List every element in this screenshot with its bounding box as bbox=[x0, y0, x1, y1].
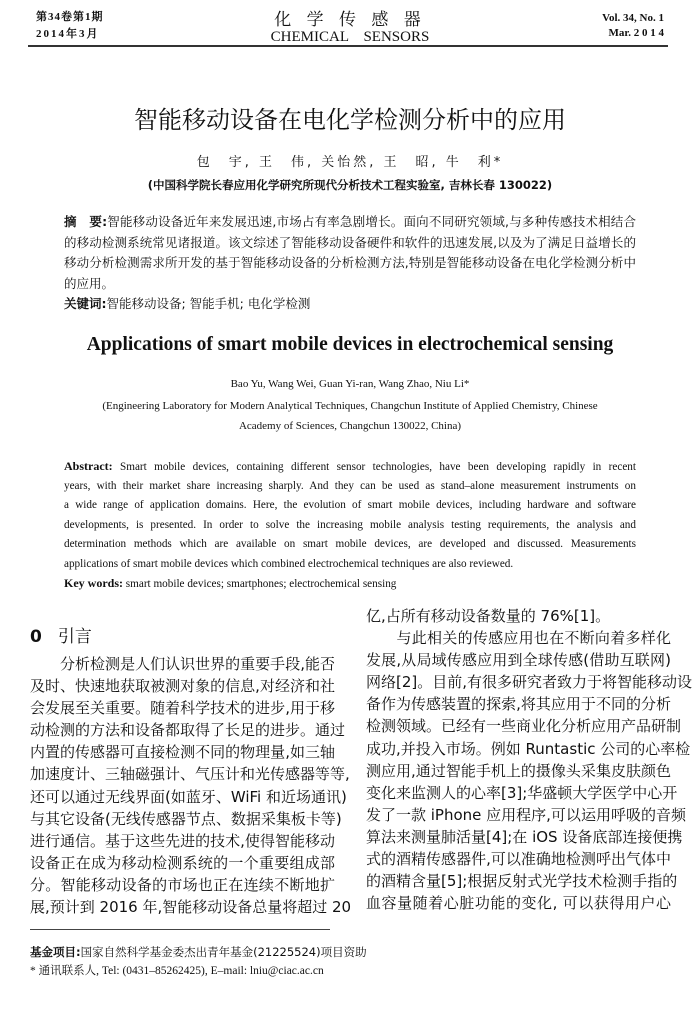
volume-en: Vol. 34, No. 1 bbox=[602, 12, 664, 24]
date-en: Mar. 2 0 1 4 bbox=[608, 27, 664, 39]
affiliation-en-line: (Engineering Laboratory for Modern Analytical Techniques, Changchun Institute of Applied Chemistry, Chinese bbox=[102, 400, 598, 412]
body-line: 设备正在成为移动检测系统的一个重要组成部 bbox=[30, 853, 335, 872]
abstract-cn-line: 摘 要:智能移动设备近年来发展迅速,市场占有率急剧增长。面向不同研究领域,与多种传感技术相结合 bbox=[64, 214, 636, 229]
abstract-en-line: determination methods which are available on smart mobile devices, are developed and discussed. Measurements bbox=[64, 538, 636, 550]
authors-en: Bao Yu, Wang Wei, Guan Yi-ran, Wang Zhao, Niu Li* bbox=[230, 378, 470, 390]
abstract-en-line: applications of smart mobile devices which combined electrochemical techniques are also reviewed. bbox=[64, 557, 514, 570]
body-line: 算法来测量肺活量[4];在 iOS 设备底部连接便携 bbox=[366, 827, 683, 846]
journal-en: CHEMICAL SENSORS bbox=[270, 29, 430, 45]
body-line: 分。智能移动设备的市场也正在连续不断地扩 bbox=[30, 875, 335, 894]
body-line: 血容量随着心脏功能的变化, 可以获得用户心 bbox=[366, 894, 671, 913]
body-line: 检测领域。已经有一些商业化分析应用产品研制 bbox=[366, 717, 682, 736]
volume-cn: 第34卷第1期 bbox=[36, 11, 104, 23]
body-line: 式的酒精传感器件,可以准确地检测呼出气体中 bbox=[366, 850, 671, 869]
body-line: 与其它设备(无线传感器节点、数据采集板卡等) bbox=[30, 809, 342, 828]
body-right-column bbox=[366, 605, 693, 914]
keywords-en-label: Key words: bbox=[64, 576, 123, 590]
keywords-cn-label: 关键词: bbox=[64, 296, 107, 311]
abstract-en-line: a wide range of application domains. Here, the evolution of smart mobile devices, including hardware and software bbox=[64, 499, 636, 511]
abstract-en-label: Abstract: bbox=[64, 459, 113, 473]
keywords-cn: 关键词:智能移动设备; 智能手机; 电化学检测 bbox=[64, 296, 311, 311]
affiliation-en-line: Academy of Sciences, Changchun 130022, China) bbox=[238, 420, 462, 432]
abstract-cn-line: 移动分析检测需求所开发的基于智能移动设备的分析检测方法,特别是智能移动设备在电化学检测分析中 bbox=[64, 255, 636, 270]
title-cn: 智能移动设备在电化学检测分析中的应用 bbox=[134, 106, 566, 134]
abstract-en bbox=[64, 457, 636, 594]
keywords-en: Key words: smart mobile devices; smartphones; electrochemical sensing bbox=[64, 576, 397, 590]
abstract-en-line: Abstract: Smart mobile devices, containing different sensor technologies, have been developing rapidly in recent bbox=[64, 459, 636, 473]
abstract-cn-line: 的应用。 bbox=[64, 275, 115, 291]
body-line: 成功,并投入市场。例如 Runtastic 公司的心率检 bbox=[366, 739, 691, 758]
footnote-rule bbox=[30, 929, 330, 930]
section-heading: 0 引言 bbox=[30, 627, 92, 647]
authors-cn: 包 宇, 王 伟, 关怡然, 王 昭, 牛 利* bbox=[196, 155, 504, 170]
header-rule bbox=[28, 45, 668, 47]
title-en: Applications of smart mobile devices in electrochemical sensing bbox=[86, 334, 614, 355]
body-line: 还可以通过无线界面(如蓝牙、WiFi 和近场通讯) bbox=[30, 787, 347, 806]
body-line: 加速度计、三轴磁强计、气压计和光传感器等等, bbox=[30, 765, 350, 784]
body-line: 测应用,通过智能手机上的摄像头采集皮肤颜色 bbox=[366, 761, 671, 780]
footnote-contact: * 通讯联系人, Tel: (0431–85262425), E–mail: lniu@ciac.ac.cn bbox=[30, 965, 324, 977]
body-line: 与此相关的传感应用也在不断向着多样化 bbox=[366, 629, 671, 648]
body-line: 发展,从局域传感应用到全球传感(借助互联网) bbox=[366, 651, 671, 670]
body-line: 分析检测是人们认识世界的重要手段,能否 bbox=[30, 655, 335, 673]
body-line: 展,预计到 2016 年,智能移动设备总量将超过 20 bbox=[30, 898, 352, 917]
body-line: 网络[2]。目前,有很多研究者致力于将智能移动设 bbox=[366, 673, 693, 692]
date-cn: 2014年3月 bbox=[36, 28, 100, 40]
body-line: 备作为传感装置的探索,将其应用于不同的分析 bbox=[366, 695, 671, 714]
body-line: 的酒精含量[5];根据反射式光学技术检测手指的 bbox=[366, 872, 678, 891]
body-line: 进行通信。基于这些先进的技术,使得智能移动 bbox=[30, 831, 335, 850]
abstract-en-line: developments, is presented. In order to solve the increasing mobile analysis testing requirements, the analysis and bbox=[64, 518, 636, 531]
body-line: 及时、快速地获取被测对象的信息,对经济和社 bbox=[30, 677, 335, 696]
abstract-cn-line: 的移动检测系统常见诸报道。该文综述了智能移动设备硬件和软件的迅速发展,以及为了满足日益增长的 bbox=[64, 234, 636, 250]
affiliation-cn: (中国科学院长春应用化学研究所现代分析技术工程实验室, 吉林长春 130022) bbox=[147, 178, 553, 192]
body-left-column bbox=[30, 653, 352, 918]
body-line: 内置的传感器可直接检测不同的物理量,如三轴 bbox=[30, 743, 335, 762]
body-line: 变化来监测人的心率[3];华盛顿大学医学中心开 bbox=[366, 783, 678, 802]
body-line: 发了一款 iPhone 应用程序,可以运用呼吸的音频 bbox=[366, 805, 686, 824]
abstract-cn-label: 摘 要: bbox=[64, 214, 108, 229]
abstract-cn bbox=[64, 212, 636, 315]
journal-cn: 化 学 传 感 器 bbox=[274, 10, 426, 30]
body-line: 会发展至关重要。随着科学技术的进步,用于移 bbox=[30, 699, 335, 718]
body-line: 动检测的方法和设备都取得了长足的进步。通过 bbox=[30, 721, 346, 740]
abstract-en-line: years, with their market share increasing sharply. And they can be used as stand–alone measurement instruments on bbox=[64, 479, 636, 492]
footnote-fund: 基金项目:国家自然科学基金委杰出青年基金(21225524)项目资助 bbox=[30, 945, 367, 959]
body-line: 亿,占所有移动设备数量的 76%[1]。 bbox=[366, 607, 611, 625]
